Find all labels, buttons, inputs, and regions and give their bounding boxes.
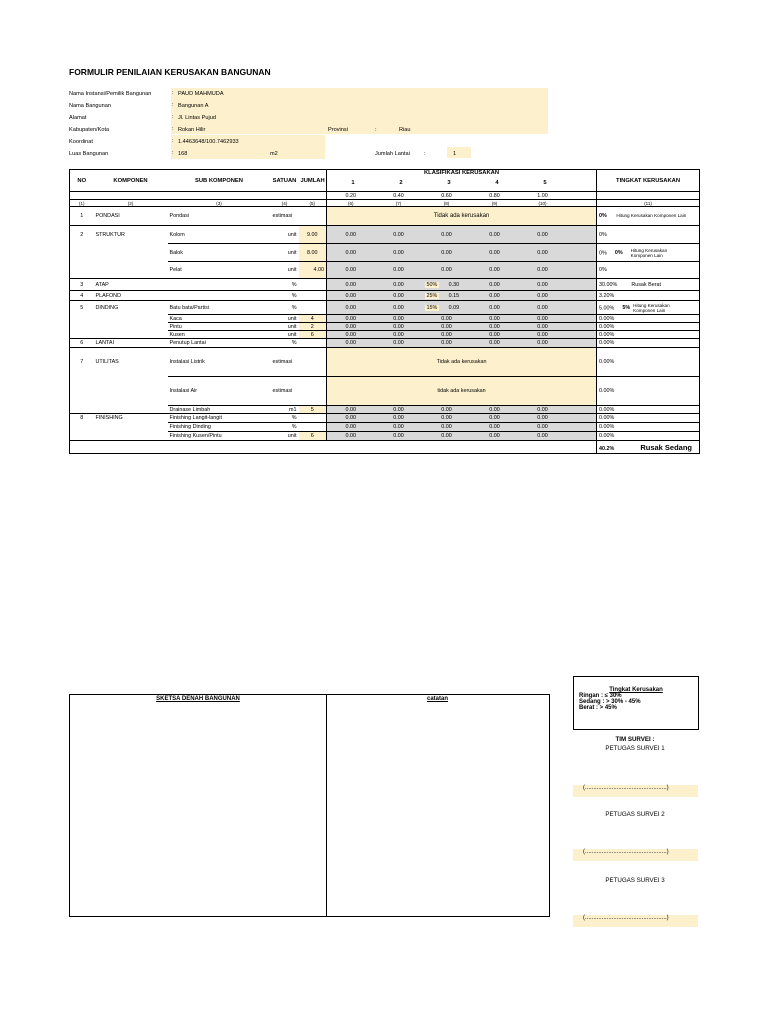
table-row (70, 414, 700, 423)
row-qty: 8.00 (299, 244, 327, 262)
row-pct: 0.00% (597, 331, 700, 339)
row-sub: Kolom (168, 226, 271, 244)
row-value: 0.00 (375, 262, 423, 279)
row-satuan: unit (271, 244, 299, 262)
row-value: 0.00 (327, 331, 375, 339)
row-value: 0.00 (519, 339, 567, 348)
row-satuan: unit (271, 262, 299, 279)
coord-label: Koordinat (69, 139, 93, 145)
address-value: Jl. Lintas Pujud (178, 115, 216, 121)
row-value: 0.00 (327, 262, 375, 279)
row-value: 0.00 (375, 291, 423, 301)
row-percent-input[interactable]: 50% (426, 281, 438, 288)
sketch-divider (326, 694, 327, 917)
row-value: 0.00 (423, 323, 471, 331)
row-value: 0.00 (327, 226, 375, 244)
row-satuan: estimasi (271, 348, 299, 377)
row-value: 0.00 (519, 423, 567, 432)
row-satuan: unit (271, 323, 299, 331)
row-value: 0.00 (471, 339, 519, 348)
col-index: (2) (94, 200, 168, 207)
row-hint: Hitung Kerusakan Komponen Lain (633, 302, 670, 313)
area-label: Luas Bangunan (69, 151, 109, 157)
row-value: 0.00 (327, 406, 375, 414)
sketch-title: SKETSA DENAH BANGUNAN (156, 696, 240, 702)
row-value: 0.00 (519, 279, 567, 291)
row-value-pair (423, 279, 471, 291)
row-value: 0.00 (423, 315, 471, 323)
row-value: 0.00 (471, 406, 519, 414)
province-value: Riau (399, 127, 411, 133)
colon: : (375, 127, 377, 133)
row-qty: 6 (299, 331, 327, 339)
no-damage-note: Tidak ada kerusakan (327, 348, 597, 377)
row-value: 0.00 (471, 323, 519, 331)
signature-line: (.................................................) (583, 785, 669, 791)
header-row (70, 170, 700, 192)
row-qty: 9.00 (299, 226, 327, 244)
building-label: Nama Bangunan (69, 103, 111, 109)
row-no: 6 (70, 339, 94, 348)
row-value: 0.00 (375, 406, 423, 414)
colon: : (172, 90, 174, 96)
coord-value: 1.4463648/100.7462933 (178, 139, 239, 145)
row-pct: 0.00% (597, 432, 700, 441)
row-value-pair (423, 291, 471, 301)
row-komponen: UTILITAS (94, 348, 168, 377)
row-value: 0.00 (375, 432, 423, 441)
row-result (597, 207, 700, 226)
colon: : (172, 114, 174, 120)
row-pct: 0% (597, 226, 700, 244)
row-sub: Finishing Dinding (168, 423, 271, 432)
legend-sedang: Sedang : > 30% - 45% (579, 699, 641, 705)
row-value: 0.00 (519, 406, 567, 414)
table-row (70, 301, 700, 315)
row-value: 0.00 (327, 244, 375, 262)
row-pct: 30.00% (599, 281, 618, 288)
row-sub: Finishing Kusen/Pintu (168, 432, 271, 441)
row-value: 0.00 (327, 414, 375, 423)
col-index: (5) (299, 200, 327, 207)
row-no: 1 (70, 207, 94, 226)
klasifikasi-label: KLASIFIKASI KERUSAKAN (423, 170, 500, 176)
province-label: Provinsi (328, 127, 348, 133)
table-row (70, 331, 700, 339)
row-sub: Balok (168, 244, 271, 262)
row-satuan: estimasi (271, 377, 299, 406)
table-row (70, 226, 700, 244)
row-komponen: STRUKTUR (94, 226, 168, 244)
row-no: 7 (70, 348, 94, 377)
row-sub: Instalasi Air (168, 377, 271, 406)
row-satuan: % (271, 423, 299, 432)
row-value: 0.00 (519, 244, 567, 262)
index-row (70, 200, 700, 207)
row-value: 0.00 (519, 226, 567, 244)
row-value: 0.00 (471, 262, 519, 279)
table-row (70, 323, 700, 331)
row-satuan: estimasi (271, 207, 299, 226)
header-tingkat: TINGKAT KERUSAKAN (597, 170, 700, 192)
row-pct: 0% (597, 262, 700, 279)
row-qty: 5 (299, 406, 327, 414)
row-komponen: ATAP (94, 279, 168, 291)
info-highlight (171, 88, 548, 134)
col-index: (8) (423, 200, 471, 207)
table-row (70, 377, 700, 406)
row-hint: Rusak Berat (631, 281, 661, 288)
row-no: 8 (70, 414, 94, 423)
row-komponen: PONDASI (94, 207, 168, 226)
row-satuan: % (271, 291, 299, 301)
row-no: 4 (70, 291, 94, 301)
levels-row (329, 180, 594, 186)
colon: : (172, 150, 174, 156)
row-pct: 0% (599, 213, 607, 219)
row-komponen: DINDING (94, 301, 168, 315)
row-value-pair (375, 279, 423, 291)
colon: : (172, 102, 174, 108)
row-satuan: unit (271, 315, 299, 323)
row-value: 0.00 (375, 226, 423, 244)
table-row (70, 279, 700, 291)
total-pct: 40.2% (599, 445, 615, 452)
row-value: 0.00 (423, 331, 471, 339)
row-value: 0.00 (375, 423, 423, 432)
area-value: 168 (178, 151, 188, 157)
area-unit: m2 (270, 151, 278, 157)
row-value: 0.00 (471, 244, 519, 262)
row-pct: 0.00% (597, 339, 700, 348)
address-label: Alamat (69, 115, 87, 121)
surveyor-2-signature[interactable] (573, 849, 698, 861)
row-value: 0.00 (327, 423, 375, 432)
row-value: 0.00 (423, 226, 471, 244)
total-cell (597, 441, 700, 454)
col-index: (9) (471, 200, 519, 207)
group-total: 5% (622, 304, 631, 311)
table-row (70, 348, 700, 377)
col-index: (7) (375, 200, 423, 207)
row-value: 0.00 (519, 323, 567, 331)
row-value: 0.00 (375, 323, 423, 331)
row-value: 0.00 (471, 414, 519, 423)
row-qty: 6 (299, 432, 327, 441)
floors-label: Jumlah Lantai (375, 151, 410, 157)
table-row (70, 207, 700, 226)
floors-value: 1 (453, 151, 457, 157)
row-sub: Pondasi (168, 207, 271, 226)
weights-row (70, 192, 700, 200)
row-satuan: m1 (271, 406, 299, 414)
row-value: 0.00 (375, 315, 423, 323)
no-damage-note: tidak ada kerusakan (327, 377, 597, 406)
level: 1 (351, 180, 355, 186)
row-sub: Instalasi Listrik (168, 348, 271, 377)
row-value: 0.00 (519, 301, 567, 315)
legend-title: Tingkat Kerusakan (609, 687, 663, 693)
sketch-box (69, 694, 550, 917)
table-row (70, 262, 700, 279)
row-value: 0.00 (519, 315, 567, 323)
row-value: 0.00 (327, 279, 375, 291)
row-pct: 0.00% (597, 423, 700, 432)
level: 5 (543, 180, 547, 186)
col-index: (6) (327, 200, 375, 207)
weight: 0.20 (327, 192, 375, 200)
form-title: FORMULIR PENILAIAN KERUSAKAN BANGUNAN (69, 67, 271, 77)
row-value: 0.00 (471, 279, 519, 291)
col-index: (4) (271, 200, 299, 207)
row-value: 0.00 (423, 244, 471, 262)
colon: : (172, 126, 174, 132)
table-row (70, 432, 700, 441)
row-hint: Hitung Kerusakan Komponen Lain (616, 213, 687, 218)
row-value: 0.00 (327, 301, 375, 315)
row-satuan: % (271, 339, 299, 348)
colon: : (424, 151, 426, 157)
assessment-table (69, 169, 700, 454)
row-satuan: % (271, 301, 299, 315)
level: 4 (495, 180, 499, 186)
team-title: TIM SURVEI : (615, 736, 655, 743)
header-jumlah: JUMLAH (299, 170, 327, 192)
row-value: 0.00 (471, 301, 519, 315)
row-value: 0.00 (519, 331, 567, 339)
legend-ringan: Ringan : ≤ 30% (579, 693, 622, 699)
row-satuan: % (271, 279, 299, 291)
col-index: (10) (519, 200, 567, 207)
level: 3 (447, 180, 451, 186)
row-value: 0.00 (471, 226, 519, 244)
col-index: (1) (70, 200, 94, 207)
legend-berat: Berat : > 45% (579, 705, 617, 711)
row-sub: Kaca (168, 315, 271, 323)
damage-legend (573, 676, 699, 730)
row-value: 0.00 (423, 432, 471, 441)
table-row (70, 423, 700, 432)
header-sub: SUB KOMPONEN (168, 170, 271, 192)
level: 2 (399, 180, 403, 186)
row-sub: Pelat (168, 262, 271, 279)
row-satuan: unit (271, 432, 299, 441)
row-value: 0.00 (327, 339, 375, 348)
no-damage-note: Tidak ada kerusakan (327, 207, 597, 226)
table-row (70, 339, 700, 348)
row-no: 2 (70, 226, 94, 244)
row-qty: 2 (299, 323, 327, 331)
row-pct: 5.00% (599, 304, 615, 311)
row-value: 0.09 (448, 304, 460, 311)
row-pct: 0.00% (597, 406, 700, 414)
weight: 0.40 (375, 192, 423, 200)
row-sub: Drainase Limbah (168, 406, 271, 414)
floors-highlight (447, 147, 471, 158)
group-total: 0% (614, 249, 623, 256)
row-value: 0.00 (519, 414, 567, 423)
col-index: (11) (597, 200, 700, 207)
row-satuan: unit (271, 226, 299, 244)
weight: 1.00 (519, 192, 567, 200)
row-value: 0.00 (519, 262, 567, 279)
row-result (597, 279, 700, 291)
row-value: 0.00 (471, 315, 519, 323)
row-value: 0.00 (423, 262, 471, 279)
header-satuan: SATUAN (271, 170, 299, 192)
row-komponen: FINISHING (94, 414, 168, 423)
row-result (597, 301, 700, 315)
surveyor-2-label: PETUGAS SURVEI 2 (605, 811, 665, 818)
row-result (597, 244, 700, 262)
row-sub: Batu bata/Partisi (168, 301, 271, 315)
row-value: 0.00 (471, 331, 519, 339)
table-row (70, 406, 700, 414)
row-percent-input[interactable]: 25% (426, 292, 438, 299)
row-komponen: PLAFOND (94, 291, 168, 301)
row-value: 0.00 (375, 301, 423, 315)
surveyor-3-signature[interactable] (573, 915, 698, 927)
row-value: 0.15 (448, 292, 460, 299)
owner-label: Nama Instansi/Pemilik Bangunan (69, 91, 152, 97)
row-value: 0.00 (375, 414, 423, 423)
row-sub: Pintu (168, 323, 271, 331)
table-row (70, 315, 700, 323)
row-no: 3 (70, 279, 94, 291)
signature-line: (.................................................) (583, 849, 669, 855)
header-klasifikasi (327, 170, 597, 192)
col-index: (3) (168, 200, 271, 207)
table-row (70, 291, 700, 301)
header-komponen: KOMPONEN (94, 170, 168, 192)
row-hint: Hitung Kerusakan Komponen Lain (630, 247, 668, 258)
row-sub: Penutup Lantai (168, 339, 271, 348)
regency-label: Kabupaten/Kota (69, 127, 110, 133)
row-value: 0.00 (519, 291, 567, 301)
row-value: 0.00 (471, 423, 519, 432)
row-pct: 0.00% (597, 414, 700, 423)
regency-value: Rokan Hilir (178, 127, 206, 133)
surveyor-1-label: PETUGAS SURVEI 1 (605, 745, 665, 752)
row-value: 0.00 (375, 244, 423, 262)
row-pct: 0.00% (597, 323, 700, 331)
table-row (70, 244, 700, 262)
row-value: 0.00 (423, 414, 471, 423)
building-value: Bangunan A (178, 103, 209, 109)
row-pct: 0% (599, 249, 607, 256)
row-komponen: LANTAI (94, 339, 168, 348)
row-pct: 0.00% (597, 377, 700, 406)
row-value: 0.00 (393, 281, 404, 288)
row-qty: 4.00 (299, 262, 327, 279)
header-no: NO (70, 170, 94, 192)
row-value: 0.00 (519, 432, 567, 441)
row-value: 0.00 (327, 432, 375, 441)
surveyor-1-signature[interactable] (573, 785, 698, 797)
colon: : (172, 138, 174, 144)
row-qty: 4 (299, 315, 327, 323)
row-value: 0.00 (423, 406, 471, 414)
row-value: 0.00 (471, 291, 519, 301)
row-sub: Kusen (168, 331, 271, 339)
row-value: 0.30 (448, 281, 460, 288)
row-value: 0.00 (375, 339, 423, 348)
row-value: 0.00 (423, 339, 471, 348)
total-row (70, 441, 700, 454)
row-value: 0.00 (327, 291, 375, 301)
row-pct: 0.00% (597, 315, 700, 323)
row-value: 0.00 (471, 432, 519, 441)
row-percent-input[interactable]: 15% (426, 304, 438, 311)
notes-title: catatan (426, 696, 448, 702)
row-value: 0.00 (375, 331, 423, 339)
row-value: 0.00 (327, 315, 375, 323)
weight: 0.60 (423, 192, 471, 200)
row-satuan: unit (271, 331, 299, 339)
row-sub: Finishing Langit-langit (168, 414, 271, 423)
owner-value: PAUD MAHMUDA (178, 91, 224, 97)
row-value: 0.00 (327, 323, 375, 331)
row-no: 5 (70, 301, 94, 315)
weight: 0.80 (471, 192, 519, 200)
row-pct: 3.20% (597, 291, 700, 301)
row-value-pair (423, 301, 471, 315)
row-value: 0.00 (423, 423, 471, 432)
surveyor-3-label: PETUGAS SURVEI 3 (605, 877, 665, 884)
signature-line: (.................................................) (583, 915, 669, 921)
row-satuan: % (271, 414, 299, 423)
total-status: Rusak Sedang (640, 442, 693, 452)
row-pct: 0.00% (597, 348, 700, 377)
